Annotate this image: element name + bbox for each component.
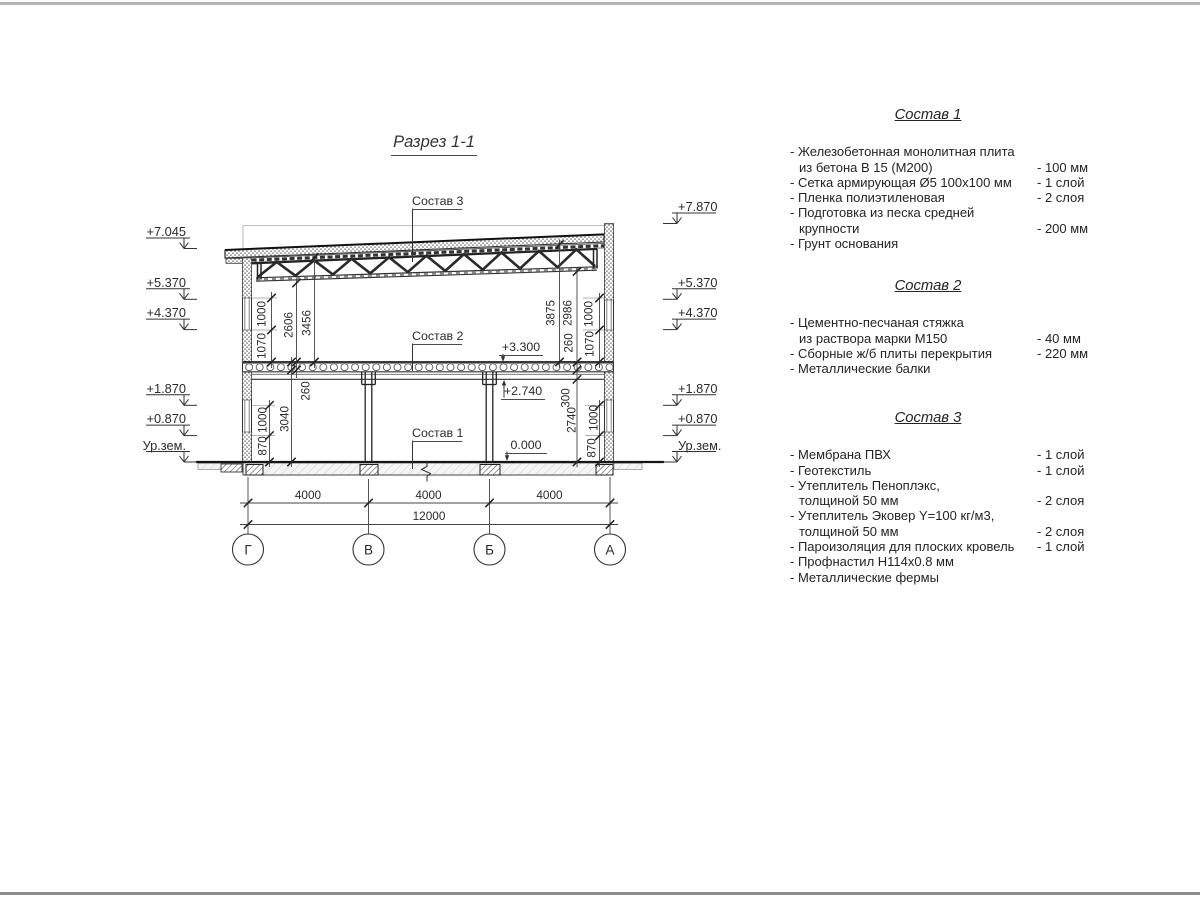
spec-item-line1: - Пароизоляция для плоских кровель bbox=[790, 539, 1015, 555]
spec2-items bbox=[790, 315, 1108, 376]
vdim-right-1000-lower: 1000 bbox=[587, 404, 601, 431]
spec-item-value: - 220 мм bbox=[1037, 345, 1089, 361]
spec-item-value: - 40 мм bbox=[1037, 330, 1081, 346]
spec-item-value: - 200 мм bbox=[1037, 220, 1089, 236]
vdim-left-2606: 2606 bbox=[282, 312, 296, 338]
spec-item bbox=[790, 463, 1108, 478]
spec-item-name bbox=[790, 346, 1037, 361]
vdim-right-2740: 2740 bbox=[565, 407, 579, 433]
spec-item bbox=[790, 346, 1108, 361]
spec-item-line1: - Утеплитель Эковер Y=100 кг/м3, bbox=[790, 508, 995, 524]
vdim-left-870: 870 bbox=[256, 436, 269, 456]
spec-item-line1: - Железобетонная монолитная плита bbox=[790, 144, 1015, 160]
spec-item bbox=[790, 447, 1108, 462]
spec-item-line1: - Геотекстиль bbox=[790, 462, 872, 478]
elev-left-1870: +1.870 bbox=[146, 380, 186, 396]
spec-item-line1: - Подготовка из песка средней bbox=[790, 205, 975, 221]
elev-left-ground: Ур.зем. bbox=[142, 437, 186, 453]
elev-right-4370: +4.370 bbox=[678, 305, 718, 321]
axis-letter-a: А bbox=[605, 542, 615, 557]
spec-item bbox=[790, 190, 1108, 205]
spec-item-name bbox=[790, 478, 1037, 509]
vdim-right-1000-upper: 1000 bbox=[582, 300, 596, 327]
axis-letter-g: Г bbox=[244, 542, 252, 557]
vdim-left-1000-upper: 1000 bbox=[255, 301, 269, 327]
spec-item-name bbox=[790, 315, 1037, 346]
vdim-left-3040: 3040 bbox=[278, 405, 291, 432]
elev-left-4370: +4.370 bbox=[146, 305, 186, 321]
spec1-heading: Состав 1 bbox=[894, 107, 962, 123]
spec-item-line2: крупности bbox=[799, 220, 860, 236]
vdim-left-1070-upper: 1070 bbox=[255, 333, 269, 359]
elev-right-7870: +7.870 bbox=[678, 199, 718, 214]
spec1-items bbox=[790, 144, 1108, 251]
spec3-items bbox=[790, 447, 1108, 585]
spec-item-name bbox=[790, 144, 1037, 175]
spec-item-value: - 100 мм bbox=[1037, 159, 1089, 175]
axis-letter-b: Б bbox=[485, 542, 494, 557]
vdim-right-260: 260 bbox=[562, 333, 576, 353]
spec-item-value: - 1 слой bbox=[1037, 539, 1085, 555]
vdim-right-1070: 1070 bbox=[583, 331, 597, 357]
spec-item-line1: - Утеплитель Пеноплэкс, bbox=[790, 477, 940, 493]
spec-item bbox=[790, 570, 1108, 585]
elev-right-ground: Ур.зем. bbox=[678, 437, 722, 453]
level-2740: +2.740 bbox=[501, 384, 545, 400]
elev-right-0870: +0.870 bbox=[678, 411, 718, 427]
elev-left-5370: +5.370 bbox=[146, 274, 186, 290]
spec-item-name bbox=[790, 570, 1037, 585]
sostav2-label: Состав 2 bbox=[412, 329, 464, 343]
spec-item bbox=[790, 236, 1108, 251]
spec-sostav-1 bbox=[790, 108, 1108, 251]
spec-item-name bbox=[790, 508, 1037, 539]
spec-item-line1: - Мембрана ПВХ bbox=[790, 447, 891, 463]
spec-item-value: - 2 слоя bbox=[1037, 523, 1085, 539]
spec-item-value: - 1 слой bbox=[1037, 174, 1085, 190]
spec-item-name bbox=[790, 236, 1037, 251]
hdim-span-2: 4000 bbox=[415, 487, 442, 502]
sostav3-label: Состав 3 bbox=[412, 194, 464, 208]
sostav1-label: Состав 1 bbox=[412, 426, 464, 440]
hdim-span-3: 4000 bbox=[536, 487, 563, 502]
spec-item-name bbox=[790, 175, 1037, 190]
spec-sostav-2 bbox=[790, 279, 1108, 376]
columns bbox=[362, 372, 497, 463]
spec-item bbox=[790, 144, 1108, 175]
spec-item-line2: из бетона В 15 (М200) bbox=[799, 159, 933, 175]
spec-item-line1: - Сетка армирующая Ø5 100х100 мм bbox=[790, 174, 1012, 190]
hdim-span-1: 4000 bbox=[294, 487, 322, 502]
axis-letter-v: В bbox=[363, 542, 374, 557]
spec-item-name bbox=[790, 190, 1037, 205]
spec2-heading: Состав 2 bbox=[894, 278, 962, 294]
vdim-left-260: 260 bbox=[299, 381, 312, 401]
spec-item-name bbox=[790, 205, 1037, 236]
spec-item bbox=[790, 315, 1108, 346]
vdim-right-870: 870 bbox=[585, 438, 598, 458]
spec-item-line1: - Металлические балки bbox=[790, 361, 931, 377]
axis-bubbles bbox=[233, 534, 626, 565]
spec-item bbox=[790, 539, 1108, 554]
hdim-total: 12000 bbox=[412, 509, 446, 523]
spec-item-value: - 1 слой bbox=[1037, 462, 1085, 478]
spec-item-name bbox=[790, 361, 1037, 376]
spec-item-line1: - Профнастил Н114х0.8 мм bbox=[790, 554, 954, 570]
spec-item bbox=[790, 508, 1108, 539]
spec-item-name bbox=[790, 539, 1037, 554]
vdim-left-3456: 3456 bbox=[300, 310, 314, 336]
spec-item-name bbox=[790, 554, 1037, 569]
spec-item-value: - 2 слоя bbox=[1037, 190, 1085, 206]
elev-right-5370: +5.370 bbox=[678, 274, 718, 290]
elev-left-7045: +7.045 bbox=[146, 224, 186, 239]
spec-sostav-3 bbox=[790, 411, 1108, 585]
drawing-title: Разрез 1-1 bbox=[391, 133, 477, 156]
spec-item bbox=[790, 478, 1108, 509]
spec-item-line1: - Грунт основания bbox=[790, 236, 899, 252]
spec-item-value: - 1 слой bbox=[1037, 447, 1085, 463]
spec-item-name bbox=[790, 447, 1037, 462]
elev-left-0870: +0.870 bbox=[146, 411, 186, 427]
vdim-right-3875: 3875 bbox=[544, 300, 558, 326]
spec-item-name bbox=[790, 463, 1037, 478]
spec-item bbox=[790, 361, 1108, 376]
vdim-right-300: 300 bbox=[559, 388, 573, 408]
spec-item bbox=[790, 205, 1108, 236]
spec-item-line1: - Металлические фермы bbox=[790, 569, 939, 585]
spec-item-value: - 2 слоя bbox=[1037, 493, 1085, 509]
spec-item bbox=[790, 554, 1108, 569]
spec-item-line2: толщиной 50 мм bbox=[799, 493, 899, 509]
spec-item bbox=[790, 175, 1108, 190]
spec-item-line1: - Пленка полиэтиленовая bbox=[790, 190, 945, 206]
spec-item-line1: - Сборные ж/б плиты перекрытия bbox=[790, 345, 993, 361]
elev-right-1870: +1.870 bbox=[678, 380, 718, 396]
spec3-heading: Состав 3 bbox=[894, 410, 962, 426]
vdim-right-2986: 2986 bbox=[561, 300, 574, 326]
level-3300: +3.300 bbox=[499, 340, 543, 356]
vdim-left-1000-lower: 1000 bbox=[256, 407, 270, 433]
level-0000: 0.000 bbox=[505, 438, 547, 454]
spec-item-line2: из раствора марки М150 bbox=[799, 330, 948, 346]
spec-item-line2: толщиной 50 мм bbox=[799, 523, 899, 539]
spec-item-line1: - Цементно-песчаная стяжка bbox=[790, 315, 964, 331]
